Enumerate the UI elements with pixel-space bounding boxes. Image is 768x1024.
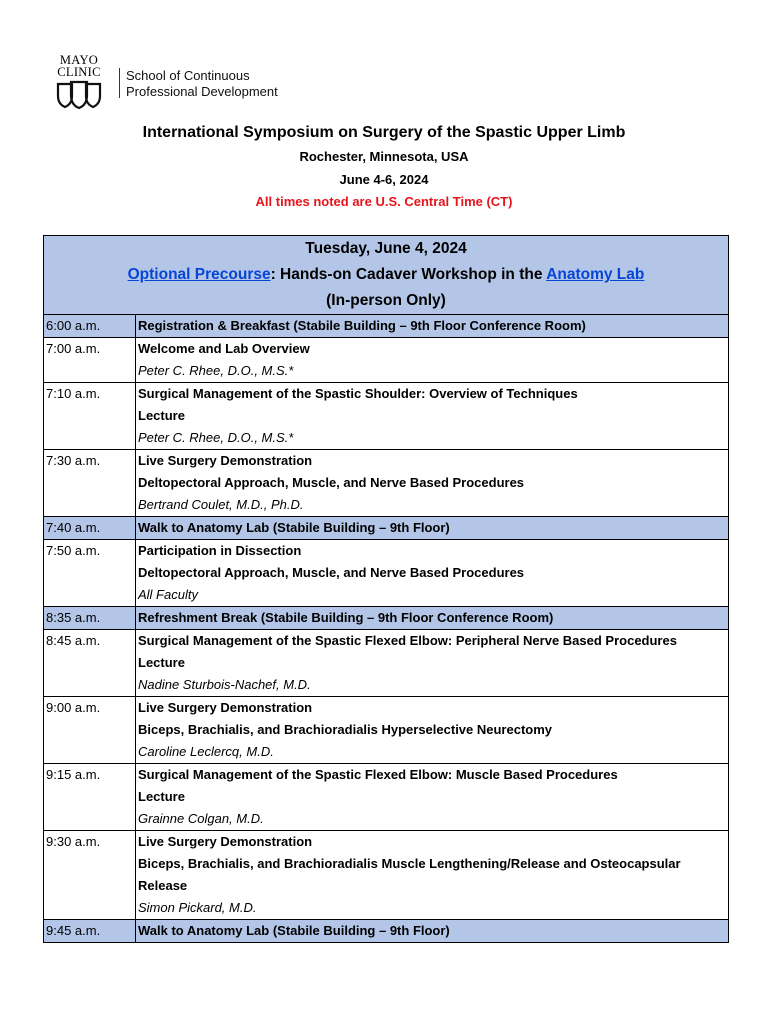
shields-icon bbox=[56, 80, 102, 110]
schedule-row bbox=[44, 338, 729, 383]
session-time: 9:15 a.m. bbox=[44, 764, 136, 831]
location: Rochester, Minnesota, USA bbox=[299, 149, 469, 164]
schedule-row bbox=[44, 315, 729, 338]
session-subtitle: Biceps, Brachialis, and Brachioradialis Hyperselective Neurectomy bbox=[138, 722, 553, 737]
session-subtitle: Lecture bbox=[138, 408, 185, 423]
session-time: 7:00 a.m. bbox=[44, 338, 136, 383]
schedule-table bbox=[43, 235, 729, 943]
day-header bbox=[44, 236, 729, 315]
attendance-mode: (In-person Only) bbox=[326, 292, 446, 309]
session-details bbox=[136, 630, 729, 697]
schedule-row bbox=[44, 383, 729, 450]
optional-precourse-link[interactable]: Optional Precourse bbox=[127, 266, 271, 283]
schedule-row bbox=[44, 607, 729, 630]
session-title: Welcome and Lab Overview bbox=[138, 341, 310, 356]
session-title: Live Surgery Demonstration bbox=[138, 700, 313, 715]
session-time: 9:45 a.m. bbox=[44, 920, 136, 943]
symposium-title: International Symposium on Surgery of the Spastic Upper Limb bbox=[142, 124, 626, 141]
session-details bbox=[136, 540, 729, 607]
logo-text bbox=[126, 68, 278, 100]
session-time: 7:50 a.m. bbox=[44, 540, 136, 607]
session-subtitle: Deltopectoral Approach, Muscle, and Nerve Based Procedures bbox=[138, 565, 525, 580]
session-speaker: Simon Pickard, M.D. bbox=[138, 900, 257, 915]
session-title: Participation in Dissection bbox=[138, 543, 302, 558]
logo-line-2: Professional Development bbox=[126, 84, 278, 99]
course-description: : Hands-on Cadaver Workshop in the bbox=[270, 266, 547, 283]
session-speaker: Peter C. Rhee, D.O., M.S.* bbox=[138, 430, 294, 445]
session-speaker: Bertrand Coulet, M.D., Ph.D. bbox=[138, 497, 304, 512]
schedule-row bbox=[44, 697, 729, 764]
session-speaker: All Faculty bbox=[138, 587, 198, 602]
session-subtitle: Lecture bbox=[138, 655, 185, 670]
session-title: Live Surgery Demonstration bbox=[138, 453, 313, 468]
session-details bbox=[136, 450, 729, 517]
day-course bbox=[46, 262, 726, 288]
session-speaker: Grainne Colgan, M.D. bbox=[138, 811, 264, 826]
logo-word-clinic: CLINIC bbox=[57, 65, 101, 79]
session-title: Walk to Anatomy Lab (Stabile Building – 9th Floor) bbox=[138, 923, 450, 938]
anatomy-lab-link[interactable]: Anatomy Lab bbox=[546, 266, 645, 283]
session-time: 9:00 a.m. bbox=[44, 697, 136, 764]
event-dates: June 4-6, 2024 bbox=[339, 172, 429, 187]
session-time: 7:30 a.m. bbox=[44, 450, 136, 517]
session-title: Surgical Management of the Spastic Flexed Elbow: Muscle Based Procedures bbox=[138, 767, 618, 782]
session-speaker: Caroline Leclercq, M.D. bbox=[138, 744, 274, 759]
session-subtitle: Deltopectoral Approach, Muscle, and Nerve Based Procedures bbox=[138, 475, 525, 490]
session-time: 9:30 a.m. bbox=[44, 831, 136, 920]
session-details bbox=[136, 338, 729, 383]
logo-divider bbox=[119, 68, 120, 98]
session-time: 6:00 a.m. bbox=[44, 315, 136, 338]
session-details bbox=[136, 920, 729, 943]
session-time: 7:10 a.m. bbox=[44, 383, 136, 450]
session-details bbox=[136, 517, 729, 540]
session-title: Registration & Breakfast (Stabile Building – 9th Floor Conference Room) bbox=[138, 318, 586, 333]
session-title: Surgical Management of the Spastic Shoulder: Overview of Techniques bbox=[138, 386, 578, 401]
session-title: Refreshment Break (Stabile Building – 9th Floor Conference Room) bbox=[138, 610, 554, 625]
session-speaker: Peter C. Rhee, D.O., M.S.* bbox=[138, 363, 294, 378]
schedule-row bbox=[44, 517, 729, 540]
logo-word-mayo: MAYO bbox=[59, 53, 99, 67]
session-title: Live Surgery Demonstration bbox=[138, 834, 313, 849]
session-subtitle: Lecture bbox=[138, 789, 185, 804]
schedule-row bbox=[44, 831, 729, 920]
day-date: Tuesday, June 4, 2024 bbox=[305, 240, 467, 257]
session-details bbox=[136, 764, 729, 831]
session-details bbox=[136, 383, 729, 450]
logo-line-1: School of Continuous bbox=[126, 68, 250, 83]
session-details bbox=[136, 831, 729, 920]
session-time: 8:35 a.m. bbox=[44, 607, 136, 630]
session-subtitle: Biceps, Brachialis, and Brachioradialis Muscle Lengthening/Release and Osteocapsular Release bbox=[138, 856, 681, 893]
session-details bbox=[136, 697, 729, 764]
session-details bbox=[136, 315, 729, 338]
logo-mark bbox=[50, 54, 112, 78]
session-title: Walk to Anatomy Lab (Stabile Building – 9th Floor) bbox=[138, 520, 450, 535]
session-title: Surgical Management of the Spastic Flexed Elbow: Peripheral Nerve Based Procedures bbox=[138, 633, 677, 648]
schedule-row bbox=[44, 764, 729, 831]
schedule-row bbox=[44, 920, 729, 943]
time-zone-note: All times noted are U.S. Central Time (CT) bbox=[255, 194, 513, 209]
schedule-row bbox=[44, 450, 729, 517]
session-details bbox=[136, 607, 729, 630]
session-time: 8:45 a.m. bbox=[44, 630, 136, 697]
day-header-row bbox=[44, 236, 729, 315]
schedule-row bbox=[44, 630, 729, 697]
session-speaker: Nadine Sturbois-Nachef, M.D. bbox=[138, 677, 311, 692]
schedule-row bbox=[44, 540, 729, 607]
session-time: 7:40 a.m. bbox=[44, 517, 136, 540]
